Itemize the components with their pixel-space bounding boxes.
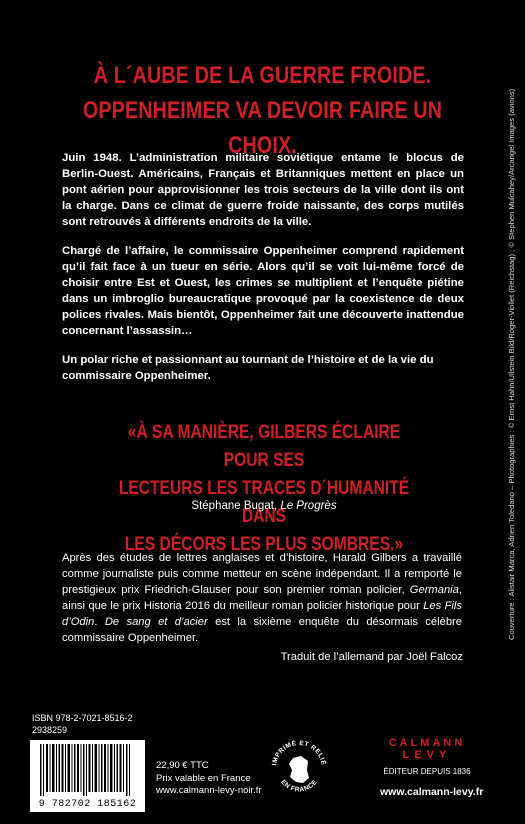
headline bbox=[80, 58, 445, 163]
barcode-bars-icon bbox=[30, 744, 145, 802]
barcode bbox=[30, 740, 145, 812]
isbn-number: ISBN 978-2-7021-8516-2 bbox=[32, 713, 133, 723]
isbn-block bbox=[32, 712, 133, 736]
translator-credit: Traduit de l’allemand par Joël Falcoz bbox=[280, 651, 463, 663]
quote-author: Stéphane Bugat, bbox=[191, 500, 278, 512]
headline-line-2: OPPENHEIMER VA DEVOIR FAIRE UN CHOIX. bbox=[82, 97, 443, 159]
synopsis-paragraph-2: Chargé de l’affaire, le commissaire Oppenheimer comprend rapidement qu’il fait face à un tueur en série. Alors qu’il se voit lui-même forcé de choisir entre Est et Ouest, les crimes se multiplient et l’enquête piétine dans un imbroglio bureaucratique provoqué par la coexistence de deux polices rivales. Mais bientôt, Oppenheimer fait une découverte inattendue concernant l’assassin… bbox=[62, 245, 464, 337]
publisher-logo-bottom: LEVY bbox=[402, 749, 452, 761]
bio-title-de-sang: De sang et d’acier bbox=[104, 616, 208, 628]
bio-text-2: , ainsi que le prix Historia 2016 du meilleur roman policier historique pour bbox=[62, 584, 462, 612]
publisher-logo bbox=[372, 737, 482, 776]
press-quote bbox=[104, 418, 424, 558]
headline-line-1: À L´AUBE DE LA GUERRE FROIDE. bbox=[93, 62, 432, 89]
publisher-logo-top: CALMANN bbox=[388, 737, 466, 749]
author-bio bbox=[62, 550, 462, 646]
series-website: www.calmann-levy-noir.fr bbox=[156, 785, 262, 796]
price-value: 22,90 € TTC bbox=[156, 760, 209, 771]
publisher-website: www.calmann-levy.fr bbox=[380, 786, 484, 798]
quote-line-1: «À SA MANIÈRE, GILBERS ÉCLAIRE POUR SES bbox=[127, 421, 401, 471]
isbn-code: 2938259 bbox=[32, 725, 68, 735]
price-validity: Prix valable en France bbox=[156, 772, 251, 784]
seal-top-text: IMPRIMÉ ET RELIÉ bbox=[271, 739, 327, 767]
bio-text-4: est la sixième enquête du désormais célèbre commissaire Oppenheimer. bbox=[62, 616, 462, 644]
quote-line-2: LECTEURS LES TRACES D´HUMANITÉ DANS bbox=[118, 477, 410, 527]
bio-title-germania: Germania bbox=[409, 584, 459, 596]
quote-publication: Le Progrès bbox=[280, 500, 337, 512]
seal-bottom-text: EN FRANCE bbox=[279, 778, 319, 794]
cover-photo-credits: Couverture : Alistair Marca, Adrien Toledano – Photographies : © Ernst Hahn/Ullstein Bild/Roger-Viollet (Reichstag) ; © Stephen Mulcahey/Arcangel Images (avions) bbox=[507, 88, 516, 640]
price-block bbox=[156, 760, 262, 798]
publisher-since: ÉDITEUR DEPUIS 1836 bbox=[383, 767, 471, 776]
barcode-number: 9 782702 185162 bbox=[38, 799, 137, 810]
quote-source bbox=[64, 500, 464, 512]
synopsis-paragraph-1: Juin 1948. L’administration militaire soviétique entame le blocus de Berlin-Ouest. Américains, Français et Britanniques mettent en place un pont aérien pour approvisionner les trois secteurs de la ville dont ils ont la charge. Dans ce climat de guerre froide naissante, des corps mutilés sont retrouvés à différents endroits de la ville. bbox=[62, 152, 464, 228]
bio-text-3: . bbox=[94, 616, 105, 628]
synopsis-paragraph-3: Un polar riche et passionnant au tournant de l’histoire et de la vie du commissaire Oppenheimer. bbox=[62, 354, 434, 382]
made-in-france-seal-icon bbox=[268, 728, 330, 810]
bio-text-1: Après des études de lettres anglaises et d’histoire, Harald Gilbers a travaillé comme journaliste puis comme metteur en scène indépendant. Il a remporté le prestigieux prix Friedrich-Glauser pour son premier roman policier, bbox=[62, 552, 462, 596]
synopsis bbox=[62, 150, 464, 397]
quote-line-3: LES DÉCORS LES PLUS SOMBRES.» bbox=[124, 533, 404, 555]
bio-title-fils-odin: Les Fils d’Odin bbox=[62, 600, 462, 628]
